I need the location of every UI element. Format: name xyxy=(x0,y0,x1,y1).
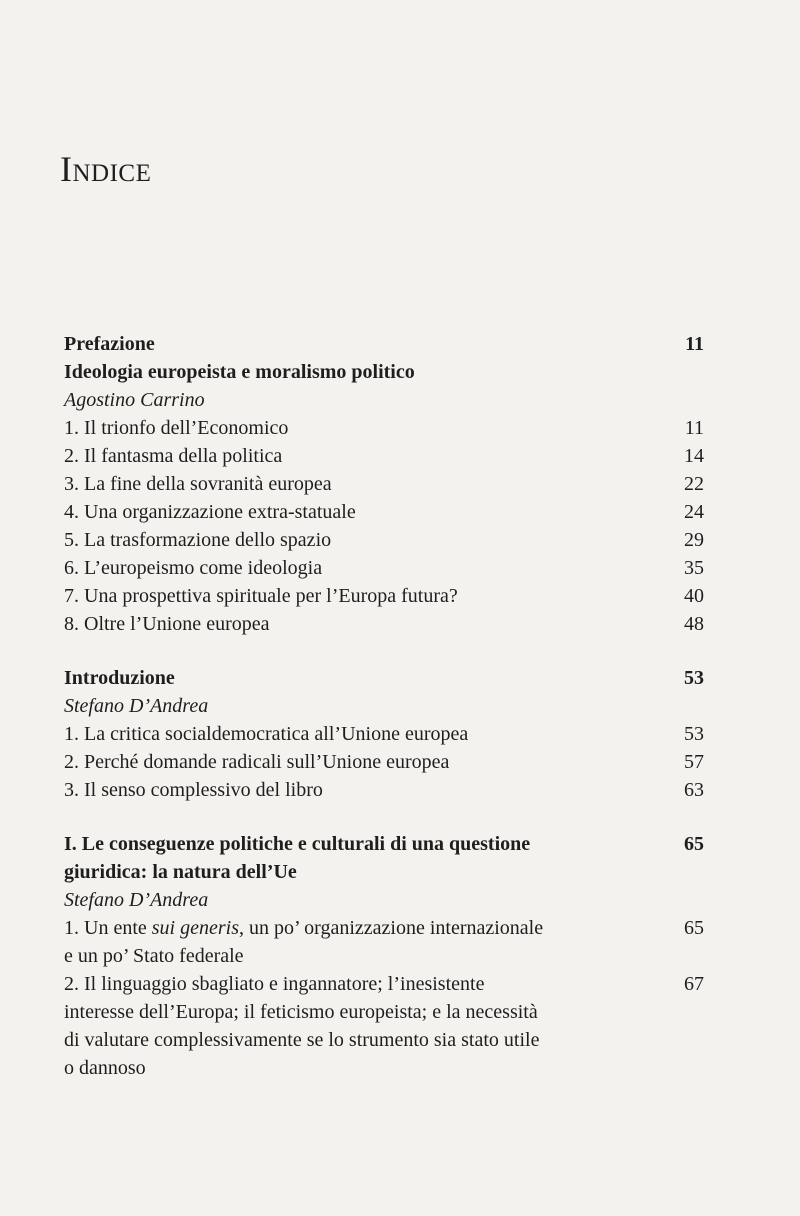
toc-heading-text xyxy=(64,830,644,886)
toc-entry[interactable] xyxy=(64,610,704,638)
toc-section-prefazione xyxy=(64,330,704,638)
toc-heading[interactable] xyxy=(64,830,704,886)
toc-subtitle-text: Ideologia europeista e moralismo politico xyxy=(64,361,415,383)
toc-page-number: 63 xyxy=(684,779,704,801)
toc-entry-text xyxy=(64,914,644,970)
toc-page-number: 53 xyxy=(684,667,704,689)
toc-entry[interactable] xyxy=(64,554,704,582)
toc-entry[interactable] xyxy=(64,414,704,442)
toc-page-number: 29 xyxy=(684,529,704,551)
toc-entry[interactable] xyxy=(64,776,704,804)
toc-entry-text xyxy=(64,970,644,1082)
toc-entry-text: 7. Una prospettiva spirituale per l’Europa futura? xyxy=(64,585,458,607)
toc-entry[interactable] xyxy=(64,470,704,498)
toc-page-number: 48 xyxy=(684,613,704,635)
toc-entry-text: 2. Il fantasma della politica xyxy=(64,445,283,467)
toc-author: Agostino Carrino xyxy=(64,389,205,411)
toc-page-number: 40 xyxy=(684,585,704,607)
toc-entry-text: 4. Una organizzazione extra-statuale xyxy=(64,501,356,523)
toc-entry[interactable] xyxy=(64,720,704,748)
toc-page-number: 11 xyxy=(684,417,704,439)
toc-entry-line: 2. Il linguaggio sbagliato e ingannatore; l’inesistente xyxy=(64,973,485,995)
toc-entry-text: 5. La trasformazione dello spazio xyxy=(64,529,332,551)
toc-heading-text: Prefazione xyxy=(64,333,155,355)
toc-page-number: 67 xyxy=(684,973,704,995)
table-of-contents xyxy=(64,330,704,1108)
toc-entry-line: e un po’ Stato federale xyxy=(64,945,244,967)
toc-heading-text: Introduzione xyxy=(64,667,175,689)
toc-entry-text: 8. Oltre l’Unione europea xyxy=(64,613,270,635)
toc-entry[interactable] xyxy=(64,526,704,554)
toc-section-chapter-1 xyxy=(64,830,704,1082)
toc-entry-italic: sui generis xyxy=(151,917,239,939)
toc-page-number: 24 xyxy=(684,501,704,523)
toc-entry-text: 1. Il trionfo dell’Economico xyxy=(64,417,289,439)
toc-section-introduzione xyxy=(64,664,704,804)
toc-page-number: 65 xyxy=(684,833,704,855)
page-title: Indice xyxy=(60,149,152,189)
toc-page-number: 57 xyxy=(684,751,704,773)
toc-entry-text: 3. La fine della sovranità europea xyxy=(64,473,332,495)
toc-entry-text: 1. La critica socialdemocratica all’Unione europea xyxy=(64,723,469,745)
toc-author: Stefano D’Andrea xyxy=(64,695,209,717)
toc-entry-line: interesse dell’Europa; il feticismo europeista; e la necessità xyxy=(64,1001,538,1023)
toc-author: Stefano D’Andrea xyxy=(64,889,209,911)
toc-subtitle xyxy=(64,358,704,386)
toc-entry-line: o dannoso xyxy=(64,1057,146,1079)
toc-entry[interactable] xyxy=(64,970,704,1082)
toc-entry[interactable] xyxy=(64,582,704,610)
toc-page-number: 35 xyxy=(684,557,704,579)
toc-heading-line: giuridica: la natura dell’Ue xyxy=(64,861,297,883)
toc-entry[interactable] xyxy=(64,498,704,526)
toc-heading[interactable] xyxy=(64,664,704,692)
toc-page-number: 11 xyxy=(685,333,704,355)
toc-entry-line: di valutare complessivamente se lo strumento sia stato utile xyxy=(64,1029,540,1051)
toc-heading[interactable] xyxy=(64,330,704,358)
toc-entry-part: , un po’ organizzazione internazionale xyxy=(238,917,544,939)
toc-page-number: 14 xyxy=(684,445,704,467)
toc-page-number: 22 xyxy=(684,473,704,495)
toc-entry-part: 1. Un ente xyxy=(64,917,152,939)
toc-entry-text: 6. L’europeismo come ideologia xyxy=(64,557,323,579)
toc-entry-text: 3. Il senso complessivo del libro xyxy=(64,779,323,801)
toc-entry[interactable] xyxy=(64,914,704,970)
toc-entry[interactable] xyxy=(64,442,704,470)
toc-entry-text: 2. Perché domande radicali sull’Unione europea xyxy=(64,751,450,773)
toc-entry[interactable] xyxy=(64,748,704,776)
toc-heading-line: I. Le conseguenze politiche e culturali di una questione xyxy=(64,833,531,855)
toc-page-number: 65 xyxy=(684,917,704,939)
toc-page-number: 53 xyxy=(684,723,704,745)
